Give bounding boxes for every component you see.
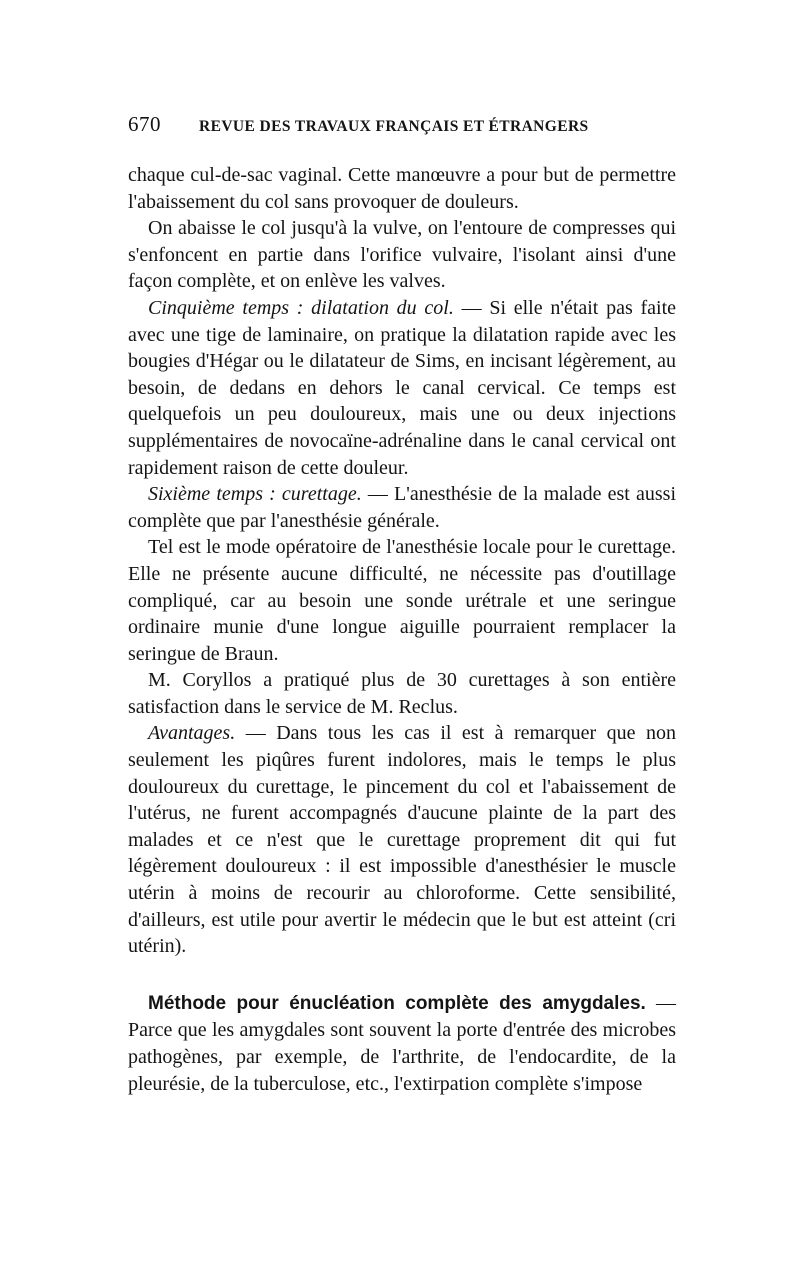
paragraph-lead: Cinquième temps : dilatation du col.	[148, 296, 454, 319]
paragraph-text: — Dans tous les cas il est à remarquer que non seulement les piqûres furent indolores, mais le temps le plus douloureux du curettage, le pincement du col et l'abaissement de l'utérus, ne furent accompagnés d'aucune plainte de la part des malades et ce n'est que le curettage proprement dit qui fut légèrement douloureux : il est impossible d'anesthésier le muscle utérin à moins de recourir au chloroforme. Cette sensibilité, d'ailleurs, est utile pour avertir le médecin que le but est atteint (cri utérin).	[128, 722, 676, 958]
paragraph-sixieme-temps	[128, 481, 676, 534]
paragraph-avantages	[128, 720, 676, 959]
section-spacer	[128, 960, 676, 990]
document-page	[128, 112, 676, 1097]
paragraph-lead: Avantages.	[148, 722, 236, 745]
section-amygdales	[128, 990, 676, 1097]
section-title: Méthode pour énucléation complète des amygdales.	[148, 992, 646, 1014]
page-header	[128, 112, 676, 146]
paragraph-text: — L'anesthésie de la malade est aussi complète que par l'anesthésie générale.	[128, 483, 677, 532]
paragraph-text: Tel est le mode opératoire de l'anesthésie locale pour le curettage. Elle ne présente aucune difficulté, ne nécessite pas d'outillage compliqué, car au besoin une sonde urétrale et une seringue ordinaire munie d'une longue aiguille pourraient remplacer la seringue de Braun.	[128, 536, 676, 665]
paragraph-coryllos	[128, 667, 676, 720]
paragraph-text: chaque cul-de-sac vaginal. Cette manœuvre a pour but de permettre l'abaissement du col sans provoquer de douleurs.	[128, 164, 676, 213]
paragraph-text: — Si elle n'était pas faite avec une tige de laminaire, on pratique la dilatation rapide avec les bougies d'Hégar ou le dilatateur de Sims, en incisant légèrement, au besoin, de dedans en dehors le canal cervical. Ce temps est quelquefois un peu douloureux, mais une ou deux injections supplémentaires de novocaïne-adrénaline dans le canal cervical ont rapidement raison de cette douleur.	[128, 296, 677, 479]
page-number: 670	[128, 112, 161, 136]
paragraph-lead: Sixième temps : curettage.	[148, 483, 362, 506]
paragraph-continuation	[128, 162, 676, 215]
paragraph-abaissement	[128, 215, 676, 295]
paragraph-text: M. Coryllos a pratiqué plus de 30 curettages à son entière satisfaction dans le service de M. Reclus.	[128, 669, 676, 718]
paragraph-text: On abaisse le col jusqu'à la vulve, on l'entoure de compresses qui s'enfoncent en partie dans l'orifice vulvaire, l'isolant ainsi d'une façon complète, et on enlève les valves.	[128, 217, 676, 293]
paragraph-cinquieme-temps	[128, 295, 676, 481]
paragraph-mode-operatoire	[128, 534, 676, 667]
section-text: — Parce que les amygdales sont souvent la porte d'entrée des microbes pathogènes, par exemple, de l'arthrite, de l'endocardite, de la pleurésie, de la tuberculose, etc., l'extirpation complète s'impose	[128, 991, 676, 1095]
running-head: REVUE DES TRAVAUX FRANÇAIS ET ÉTRANGERS	[199, 118, 589, 135]
